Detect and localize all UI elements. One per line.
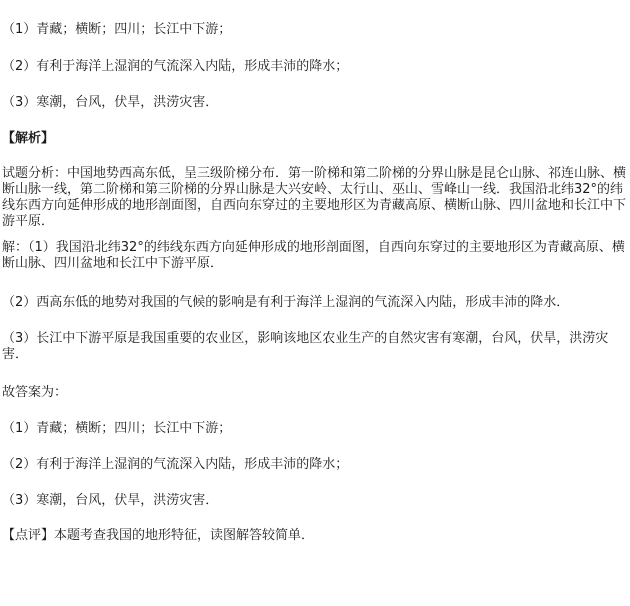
comment-text: 【点评】本题考查我国的地形特征，读图解答较简单．	[2, 528, 315, 543]
answer-top-2: （2）有利于海洋上湿润的气流深入内陆，形成丰沛的降水；	[2, 59, 349, 74]
solution-part-3: （3）长江中下游平原是我国重要的农业区，影响该地区农业生产的自然灾害有寒潮，台风，伏旱，洪涝灾害．	[2, 331, 609, 362]
solution-part-1: 解：（1）我国沿北纬32°的纬线东西方向延伸形成的地形剖面图，自西向东穿过的主要地形区为青藏高原、横断山脉、四川盆地和长江中下游平原．	[2, 240, 625, 271]
answer-intro: 故答案为：	[2, 385, 68, 400]
answer-bottom-3: （3）寒潮，台风，伏旱，洪涝灾害．	[2, 493, 219, 508]
analysis-heading: 【解析】	[2, 131, 55, 146]
solution-part-2: （2）西高东低的地势对我国的气候的影响是有利于海洋上湿润的气流深入内陆，形成丰沛的降水．	[2, 295, 570, 310]
answer-top-3: （3）寒潮，台风，伏旱，洪涝灾害．	[2, 95, 219, 110]
answer-top-1: （1）青藏；横断；四川；长江中下游；	[2, 22, 232, 37]
analysis-text: 试题分析：中国地势西高东低，呈三级阶梯分布．第一阶梯和第二阶梯的分界山脉是昆仑山脉、祁连山脉、横断山脉一线，第二阶梯和第三阶梯的分界山脉是大兴安岭、太行山、巫山、雪峰山一线．我国沿北纬32°的纬线东西方向延伸形成的地形剖面图，自西向东穿过的主要地形区为青藏高原、横断山脉、四川盆地和长江中下游平原．	[2, 166, 627, 229]
answer-bottom-2: （2）有利于海洋上湿润的气流深入内陆，形成丰沛的降水；	[2, 457, 349, 472]
answer-bottom-1: （1）青藏；横断；四川；长江中下游；	[2, 421, 232, 436]
